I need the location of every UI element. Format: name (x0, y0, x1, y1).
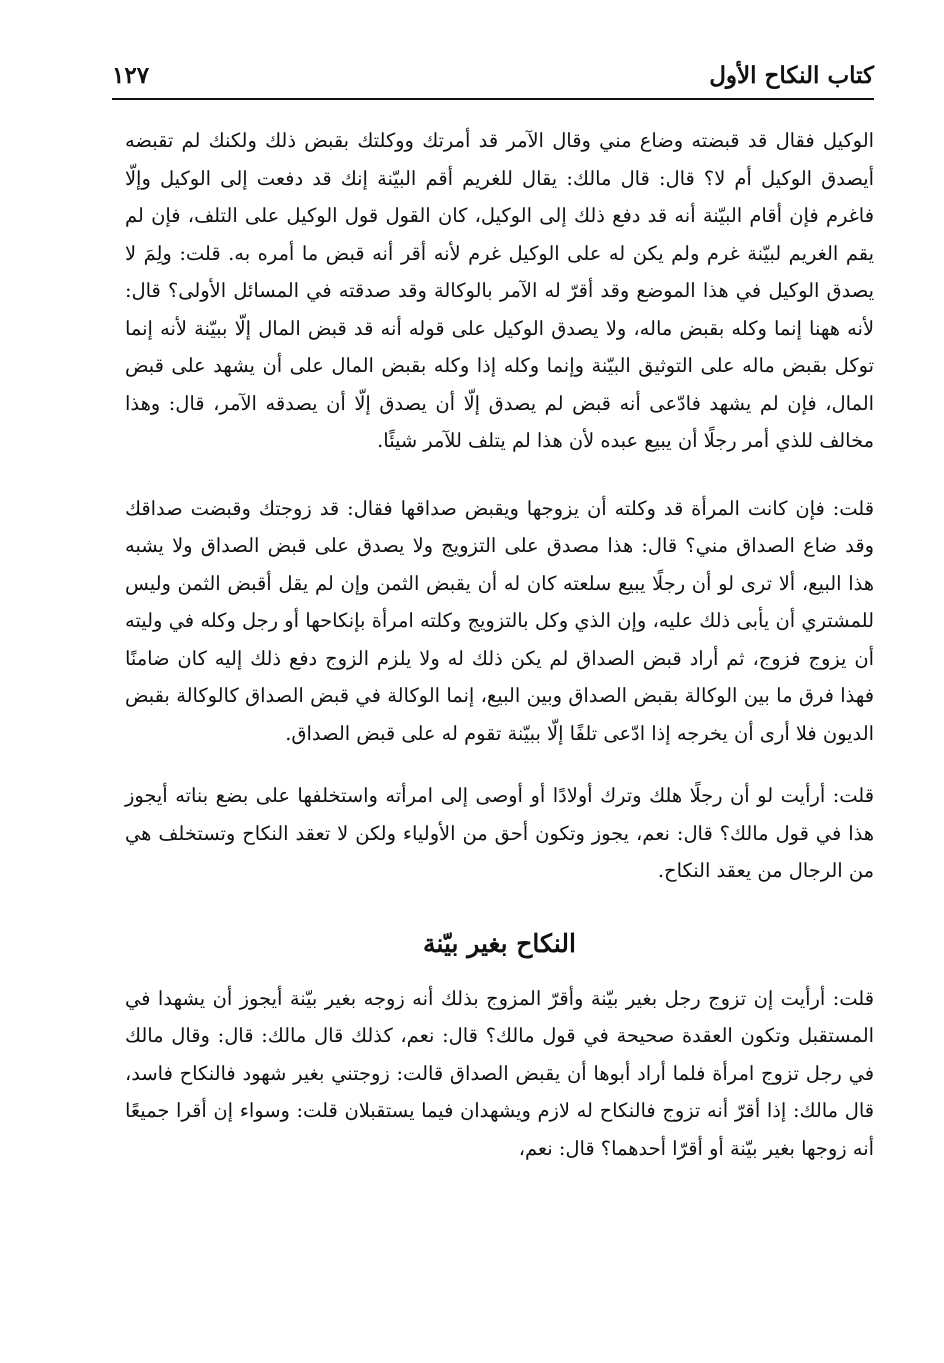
paragraph-3: قلت: أرأيت لو أن رجلًا هلك وترك أولادًا أو أوصى إلى امرأته واستخلفها على بضع بناته أيجوز هذا في قول مالك؟ قال: نعم، يجوز وتكون أحق من الأولياء ولكن لا تعقد النكاح وتستخلف هي من الرجال من يعقد النكاح. (125, 784, 874, 882)
section-paragraph: قلت: أرأيت إن تزوج رجل بغير بيّنة وأقرّ المزوج بذلك أنه زوجه بغير بيّنة أيجوز أن يشهدا في المستقبل وتكون العقدة صحيحة في قول مالك؟ قال: نعم، كذلك قال مالك: قال: وقال مالك في رجل تزوج امرأة فلما أراد أبوها أن يقبض الصداق قالت: زوجتني بغير شهود فالنكاح فاسد، قال مالك: إذا أقرّ أنه تزوج فالنكاح له لازم ويشهدان فيما يستقبلان قلت: وسواء إن أقرا جميعًا أنه زوجها بغير بيّنة أو أقرّا أحدهما؟ قال: نعم، (125, 986, 874, 1160)
paragraph-1: الوكيل فقال قد قبضته وضاع مني وقال الآمر قد أمرتك ووكلتك بقبض ذلك ولكنك لم تقبضه أيصدق الوكيل أم لا؟ قال: قال مالك: يقال للغريم أقم البيّنة إنك قد دفعت إلى الوكيل وإلّا فاغرم فإن أقام البيّنة أنه قد دفع ذلك إلى الوكيل، كان القول قول الوكيل على التلف، فإن لم يقم الغريم لبيّنة غرم ولم يكن له على الوكيل غرم لأنه أقر أنه قبض ما أمره به. قلت: ولِمَ لا يصدق الوكيل في هذا الموضع وقد أقرّ له الآمر بالوكالة وقد صدقته في المسائل الأولى؟ قال: لأنه ههنا إنما وكله بقبض ماله، ولا يصدق الوكيل على قوله أنه قد قبض المال إلّا ببيّنة لأنه إنما توكل بقبض ماله على التوثيق البيّنة وإنما وكله إذا وكله بقبض المال على أن يشهد على قبض المال، فإن لم يشهد فادّعى أنه قبض لم يصدق إلّا أن يصدق إلّا أن يصدقه الآمر، قال: وهذا مخالف للذي أمر رجلًا أن يبيع عبده لأن هذا لم يتلف للآمر شيئًا. (125, 129, 874, 452)
paragraph-2: قلت: فإن كانت المرأة قد وكلته أن يزوجها ويقبض صداقها فقال: قد زوجتك وقبضت صداقك وقد ضاع الصداق مني؟ قال: هذا مصدق على التزويج ولا يصدق على قبض الصداق ولا يشبه هذا البيع، ألا ترى لو أن رجلًا يبيع سلعته كان له أن يقبض الثمن وإن لم يقل أقبض الثمن وليس للمشتري أن يأبى ذلك عليه، وإن الذي وكل بالتزويج وكلته امرأة بإنكاحها أو رجل وكله في وليته أن يزوج فزوج، ثم أراد قبض الصداق لم يكن ذلك له ولا يلزم الزوج دفع ذلك إليه كان ضامنًا فهذا فرق ما بين الوكالة بقبض الصداق وبين البيع، إنما الوكالة في قبض الصداق كالوكالة بقبض الديون فلا أرى أن يخرجه إذا ادّعى تلفًا إلّا ببيّنة تقوم له على قبض الصداق. (125, 496, 874, 745)
body-text (125, 122, 874, 1167)
running-header (112, 58, 874, 100)
running-title: كتاب النكاح الأول (709, 62, 874, 89)
page-number: ١٢٧ (112, 62, 150, 89)
section-heading: النكاح بغير بيّنة (423, 928, 576, 958)
